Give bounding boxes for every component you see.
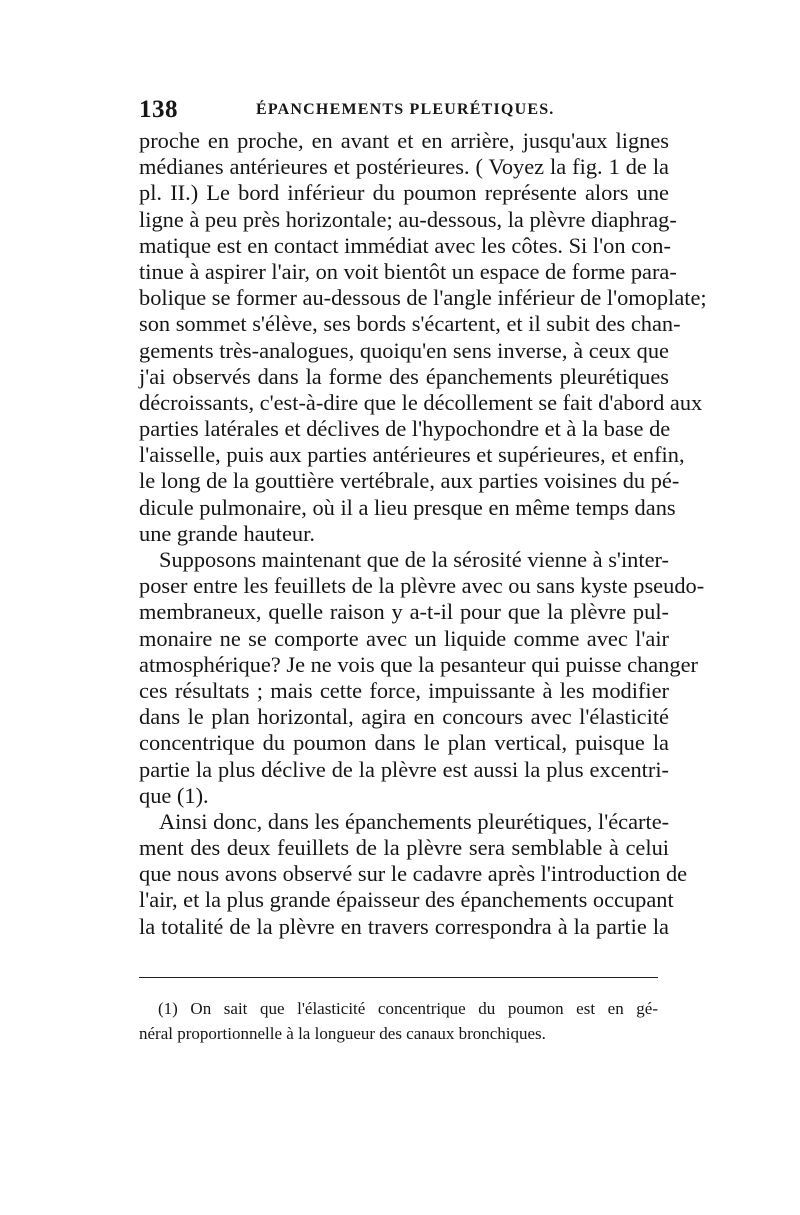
text-line: ligne à peu près horizontale; au-dessous, la plèvre diaphrag-	[139, 206, 677, 232]
text-line: membraneux, quelle raison y a-t-il pour que la plèvre pul-	[139, 599, 669, 625]
text-line: le long de la gouttière vertébrale, aux parties voisines du pé-	[139, 468, 680, 494]
text-line: une grande hauteur.	[139, 520, 315, 546]
text-line: dicule pulmonaire, où il a lieu presque en même temps dans	[139, 494, 676, 520]
text-line: que nous avons observé sur le cadavre après l'introduction de	[139, 861, 688, 887]
text-line: matique est en contact immédiat avec les côtes. Si l'on con-	[139, 232, 671, 258]
page-number: 138	[139, 96, 178, 123]
text-line: médianes antérieures et postérieures. ( Voyez la fig. 1 de la	[139, 154, 669, 180]
text-line: monaire ne se comporte avec un liquide comme avec l'air	[139, 625, 669, 651]
text-line: proche en proche, en avant et en arrière, jusqu'aux lignes	[139, 128, 669, 153]
text-line: ces résultats ; mais cette force, impuissante à les modifier	[139, 677, 669, 703]
text-line: concentrique du poumon dans le plan vertical, puisque la	[139, 730, 669, 756]
text-line: partie la plus déclive de la plèvre est aussi la plus excentri-	[139, 756, 669, 782]
text-line: l'air, et la plus grande épaisseur des épanchements occupant	[139, 887, 674, 913]
text-line: Supposons maintenant que de la sérosité vienne à s'inter-	[159, 547, 669, 572]
footnote-divider	[139, 977, 658, 978]
text-line: gements très-analogues, quoiqu'en sens inverse, à ceux que	[139, 337, 669, 363]
footnote-line: néral proportionnelle à la longueur des canaux bronchiques.	[139, 1024, 546, 1043]
text-line: son sommet s'élève, ses bords s'écartent, et il subit des chan-	[139, 311, 681, 337]
text-line: parties latérales et déclives de l'hypochondre et à la base de	[139, 416, 671, 442]
text-line: la totalité de la plèvre en travers correspondra à la partie la	[139, 913, 669, 939]
footnote	[139, 996, 658, 1046]
text-line: que (1).	[139, 782, 209, 808]
footnote-line: (1) On sait que l'élasticité concentrique du poumon est en gé-	[158, 999, 658, 1018]
text-line: décroissants, c'est-à-dire que le décollement se fait d'abord aux	[139, 389, 703, 415]
text-line: tinue à aspirer l'air, on voit bientôt un espace de forme para-	[139, 258, 677, 284]
body-text	[139, 128, 707, 940]
text-line: bolique se former au-dessous de l'angle inférieur de l'omoplate;	[139, 285, 707, 311]
text-line: j'ai observés dans la forme des épanchements pleurétiques	[139, 363, 669, 389]
text-line: pl. II.) Le bord inférieur du poumon représente alors une	[139, 180, 669, 206]
text-line: Ainsi donc, dans les épanchements pleurétiques, l'écarte-	[159, 808, 670, 834]
text-line: dans le plan horizontal, agira en concours avec l'élasticité	[139, 704, 669, 730]
text-line: poser entre les feuillets de la plèvre avec ou sans kyste pseudo-	[139, 573, 705, 599]
text-line: l'aisselle, puis aux parties antérieures et supérieures, et enfin,	[139, 442, 685, 468]
text-line: ment des deux feuillets de la plèvre sera semblable à celui	[139, 835, 669, 861]
page-header	[139, 96, 669, 126]
running-title: ÉPANCHEMENTS PLEURÉTIQUES.	[256, 101, 555, 118]
text-line: atmosphérique? Je ne vois que la pesanteur qui puisse changer	[139, 651, 698, 677]
